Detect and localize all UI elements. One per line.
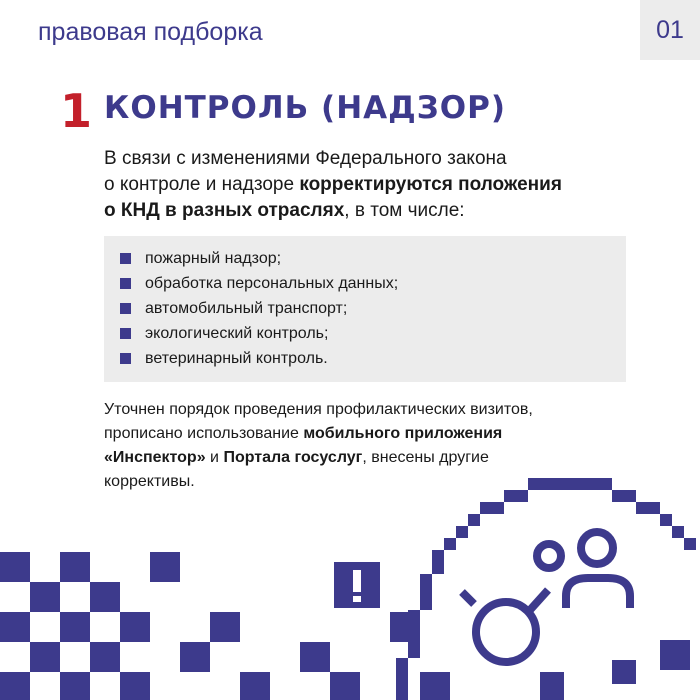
intro-text: о контроле и надзоре: [104, 174, 300, 195]
page-number: 01: [656, 15, 684, 44]
outro-line-4: коррективы.: [104, 473, 195, 490]
intro-line-1: В связи с изменениями Федерального закона: [104, 148, 507, 169]
outro-emphasis: мобильного приложения: [303, 425, 503, 442]
header-title: правовая подборка: [38, 18, 263, 46]
outro-text: и: [205, 449, 224, 466]
section-number: 1: [60, 84, 93, 138]
exclamation-icon: [334, 562, 380, 608]
pixel-pattern-left: [0, 552, 450, 700]
outro-emphasis: «Инспектор»: [104, 449, 206, 466]
list-item-label: обработка персональных данных;: [145, 274, 399, 292]
outro-line-1: Уточнен порядок проведения профилактических визитов,: [104, 401, 533, 418]
list-item-label: пожарный надзор;: [145, 249, 282, 267]
list-item-label: ветеринарный контроль.: [145, 349, 328, 367]
list-item-label: экологический контроль;: [145, 324, 329, 342]
intro-emphasis: корректируются положения: [299, 174, 562, 195]
outro-emphasis: Портала госуслуг: [223, 449, 363, 466]
outro-text: прописано использование: [104, 425, 304, 442]
intro-emphasis: о КНД в разных отраслях: [104, 200, 345, 221]
intro-text: , в том числе:: [344, 200, 465, 221]
pixel-accents: [540, 640, 690, 700]
outro-text: , внесены другие: [362, 449, 489, 466]
section-title: КОНТРОЛЬ (НАДЗОР): [104, 90, 507, 126]
magnifier-person-icon: [462, 532, 630, 662]
list-item-label: автомобильный транспорт;: [145, 299, 348, 317]
